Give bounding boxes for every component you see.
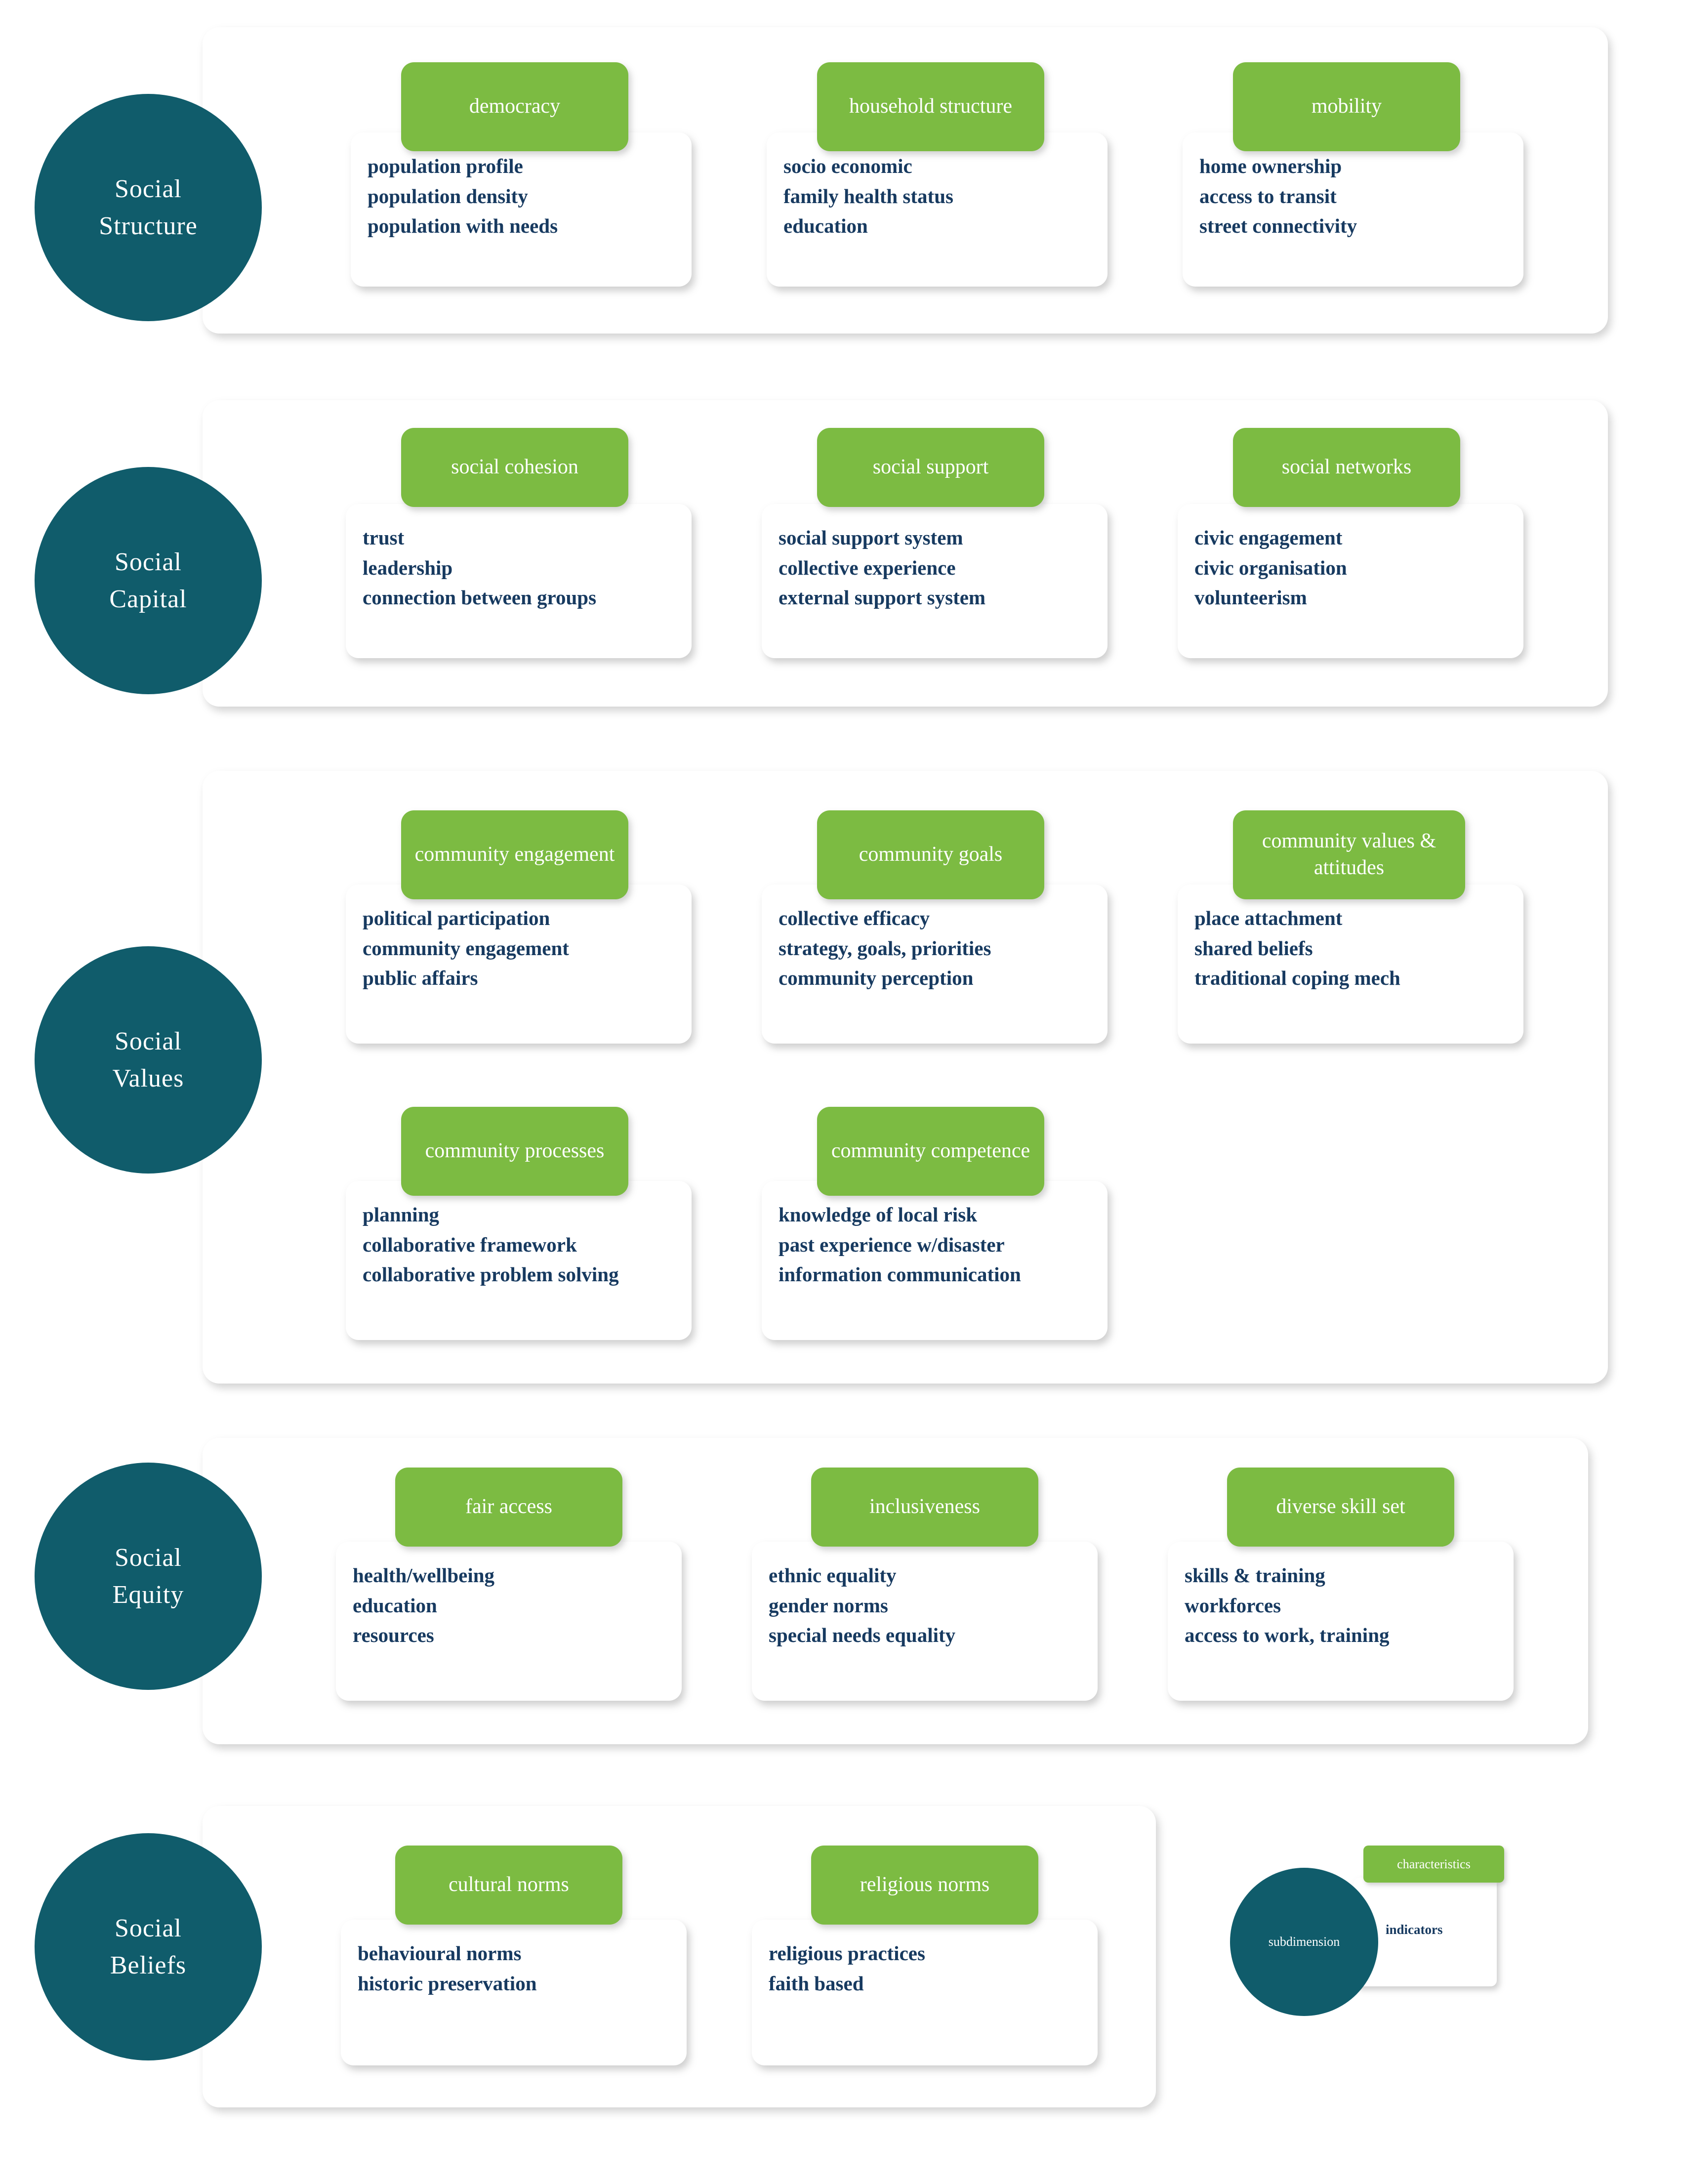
card-head-line: religious norms xyxy=(860,1873,990,1896)
card-head-social-cohesion[interactable] xyxy=(401,428,628,507)
indicator: socio economic xyxy=(783,155,912,177)
card-head-line: cultural norms xyxy=(449,1873,569,1896)
indicator: collective efficacy xyxy=(779,907,930,929)
card-head-line: social support xyxy=(872,456,989,479)
indicator: community engagement xyxy=(363,936,569,960)
dimension-title-line-2: Beliefs xyxy=(110,1951,187,1979)
card-body-inclusiveness xyxy=(752,1542,1098,1701)
card-body-religious-norms xyxy=(752,1920,1098,2065)
indicator: special needs equality xyxy=(769,1624,956,1647)
card-body-community-processes xyxy=(346,1181,692,1340)
card-body-community-competence xyxy=(762,1181,1108,1340)
card-head-line: social cohesion xyxy=(451,456,578,479)
card-body-cultural-norms xyxy=(341,1920,687,2065)
card-head-line: community xyxy=(859,843,954,866)
dimension-title-line-2: Values xyxy=(112,1064,184,1092)
card-head-line: community values xyxy=(1262,830,1415,853)
dimension-title-line-1: Social xyxy=(115,1543,182,1572)
card-body-mobility xyxy=(1183,132,1523,287)
indicator: workforces xyxy=(1185,1594,1281,1617)
card-head-fair-access[interactable] xyxy=(395,1468,622,1547)
dimension-title-line-1: Social xyxy=(115,1027,182,1055)
indicator: social support system xyxy=(779,526,963,549)
dimension-title-line-2: Equity xyxy=(112,1581,184,1609)
indicator: past experience w/disaster xyxy=(779,1233,1005,1256)
card-head-community-processes[interactable] xyxy=(401,1107,628,1196)
card-body-social-cohesion xyxy=(346,504,692,658)
indicator: gender norms xyxy=(769,1594,888,1617)
indicator: strategy, goals, priorities xyxy=(779,936,991,960)
card-head-line: goals xyxy=(958,843,1003,866)
card-head-diverse-skill-set[interactable] xyxy=(1227,1468,1454,1547)
card-head-mobility[interactable] xyxy=(1233,62,1460,151)
indicator: civic engagement xyxy=(1194,526,1343,549)
indicator: ethnic equality xyxy=(769,1564,897,1587)
card-body-social-support xyxy=(762,504,1108,658)
indicator: planning xyxy=(363,1203,439,1226)
card-body-diverse-skill-set xyxy=(1168,1542,1514,1701)
card-head-line: community xyxy=(414,843,509,866)
card-head-cultural-norms[interactable] xyxy=(395,1846,622,1925)
indicator: community perception xyxy=(779,966,974,990)
indicator: home ownership xyxy=(1199,155,1342,177)
card-head-line: fair access xyxy=(465,1495,553,1518)
indicator: resources xyxy=(353,1624,434,1647)
dimension-title-line-2: Structure xyxy=(99,212,198,240)
card-body-fair-access xyxy=(336,1542,682,1701)
indicator: religious practices xyxy=(769,1942,925,1965)
card-head-line: & attitudes xyxy=(1313,830,1436,879)
indicator: public affairs xyxy=(363,966,478,990)
indicator: population density xyxy=(368,184,528,208)
card-body-community-engagement xyxy=(346,884,692,1044)
indicator: behavioural norms xyxy=(358,1942,522,1965)
card-head-line: community xyxy=(425,1139,520,1163)
indicator: health/wellbeing xyxy=(353,1564,495,1587)
card-body-household-structure xyxy=(767,132,1108,287)
indicator: place attachment xyxy=(1194,907,1343,929)
indicator: knowledge of local risk xyxy=(779,1203,978,1226)
indicator: connection between groups xyxy=(363,586,597,609)
card-head-line: diverse skill set xyxy=(1276,1495,1405,1518)
card-head-line: structure xyxy=(940,95,1013,118)
indicator: collective experience xyxy=(779,556,956,579)
indicator: historic preservation xyxy=(358,1972,537,1995)
legend-indicators-label-wrap xyxy=(1386,1922,1443,1937)
indicator: family health status xyxy=(783,184,953,208)
indicator: street connectivity xyxy=(1199,214,1357,238)
legend-subdimension-circle xyxy=(1230,1868,1378,2016)
dimension-circle-social-equity xyxy=(35,1463,262,1690)
legend-indicators-label: indicators xyxy=(1386,1922,1443,1937)
card-head-democracy[interactable] xyxy=(401,62,628,151)
card-head-community-competence[interactable] xyxy=(817,1107,1044,1196)
card-head-line: inclusiveness xyxy=(869,1495,980,1518)
dimension-circle-social-capital xyxy=(35,467,262,694)
card-head-inclusiveness[interactable] xyxy=(811,1468,1038,1547)
legend-characteristics-label: characteristics xyxy=(1397,1856,1471,1871)
card-head-line: competence xyxy=(931,1139,1030,1163)
card-head-community-goals[interactable] xyxy=(817,810,1044,899)
card-head-line: mobility xyxy=(1311,95,1382,118)
dimension-circle-social-beliefs xyxy=(35,1833,262,2060)
card-body-democracy xyxy=(351,132,692,287)
card-head-social-networks[interactable] xyxy=(1233,428,1460,507)
indicator: education xyxy=(783,214,868,238)
card-head-household-structure[interactable] xyxy=(817,62,1044,151)
card-body-community-goals xyxy=(762,884,1108,1044)
indicator: information communication xyxy=(779,1263,1021,1286)
indicator: skills & training xyxy=(1185,1564,1325,1587)
dimension-title-line-1: Social xyxy=(115,547,182,576)
indicator: collaborative problem solving xyxy=(363,1263,619,1286)
card-head-line: processes xyxy=(525,1139,605,1163)
indicator: collaborative framework xyxy=(363,1233,577,1256)
dimension-circle-social-structure xyxy=(35,94,262,321)
card-body-social-networks xyxy=(1178,504,1523,658)
card-head-line: community xyxy=(831,1139,926,1163)
card-head-social-support[interactable] xyxy=(817,428,1044,507)
indicator: faith based xyxy=(769,1972,864,1995)
dimension-title-line-1: Social xyxy=(115,1914,182,1942)
card-head-line: engagement xyxy=(514,843,615,866)
indicator: volunteerism xyxy=(1194,586,1307,609)
indicator: civic organisation xyxy=(1194,556,1347,579)
indicator: political participation xyxy=(363,907,550,929)
indicator: access to work, training xyxy=(1185,1624,1390,1647)
indicator: external support system xyxy=(779,586,986,609)
card-head-community-values-attitudes[interactable] xyxy=(1233,810,1465,899)
card-body-community-values-attitudes xyxy=(1178,884,1523,1044)
card-head-community-engagement[interactable] xyxy=(401,810,628,899)
indicator: traditional coping mech xyxy=(1194,966,1400,990)
card-head-religious-norms[interactable] xyxy=(811,1846,1038,1925)
indicator: leadership xyxy=(363,556,453,579)
indicator: population profile xyxy=(368,155,523,177)
indicator: access to transit xyxy=(1199,184,1337,208)
card-head-line: social networks xyxy=(1281,456,1412,479)
card-head-line: democracy xyxy=(469,95,561,118)
legend-subdimension-label: subdimension xyxy=(1268,1934,1340,1949)
dimension-circle-social-values xyxy=(35,946,262,1174)
card-head-line: household xyxy=(849,95,935,118)
legend-characteristics-box xyxy=(1363,1846,1504,1883)
dimension-title-line-1: Social xyxy=(115,174,182,203)
dimension-title-line-2: Capital xyxy=(109,585,187,613)
indicator: shared beliefs xyxy=(1194,936,1313,960)
indicator: population with needs xyxy=(368,214,558,238)
indicator: trust xyxy=(363,526,405,549)
indicator: education xyxy=(353,1594,437,1617)
